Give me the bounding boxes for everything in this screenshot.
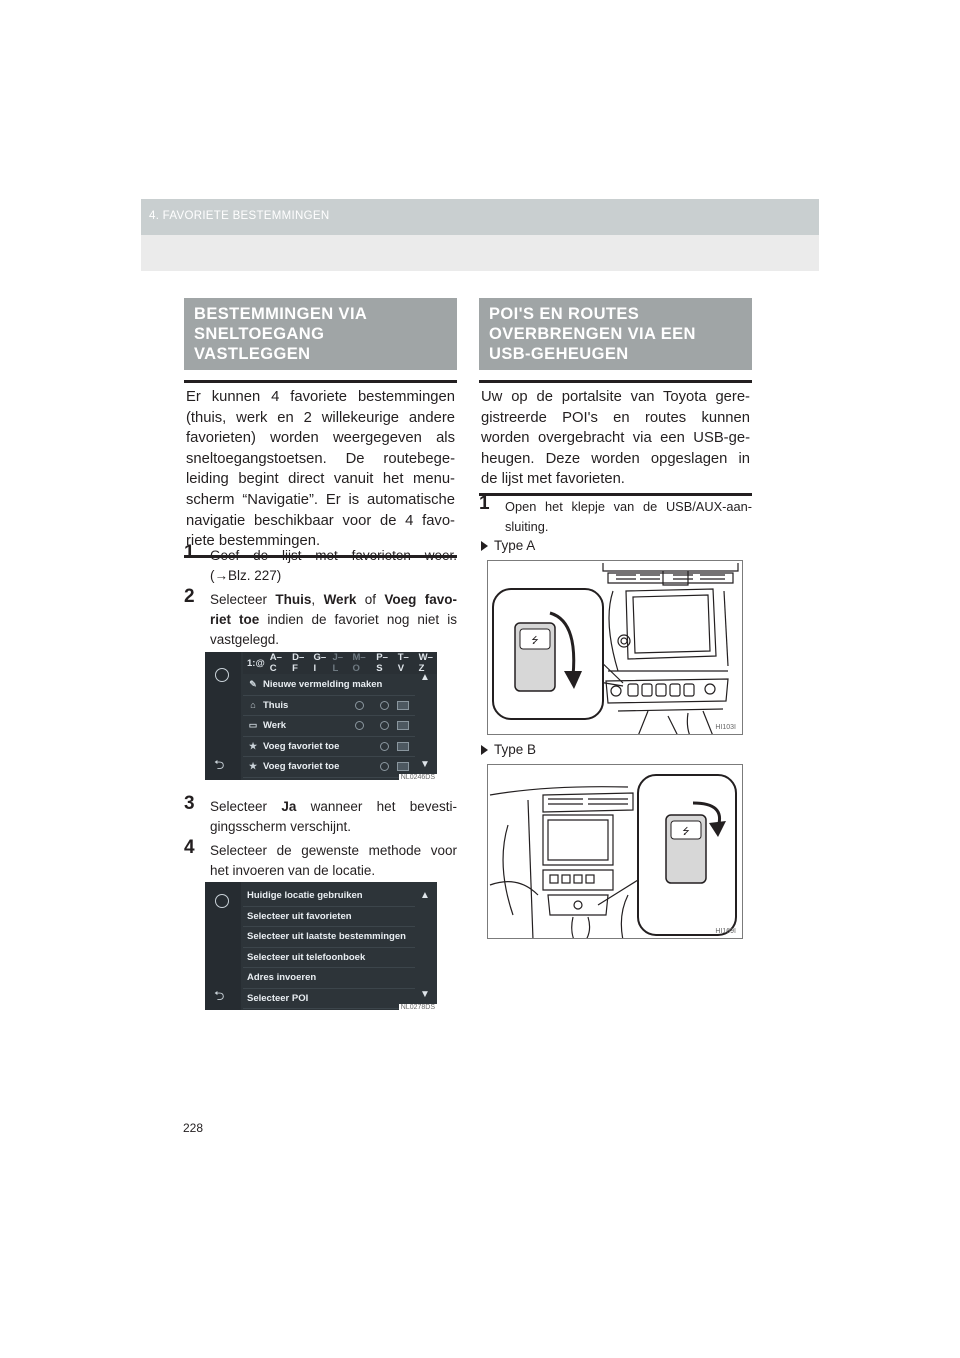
page-number: 228	[183, 1121, 204, 1135]
type-b-label	[481, 740, 536, 760]
intro-box-shortcut	[184, 380, 457, 558]
screen-sidebar	[205, 882, 241, 1010]
dot-icon	[380, 762, 389, 771]
star-icon: ★	[248, 740, 258, 751]
step-text: sluiting.	[505, 519, 549, 534]
list-item	[243, 989, 415, 1010]
list-item-label: Huidige locatie gebruiken	[247, 890, 363, 902]
usb-figure-type-a	[487, 560, 743, 735]
mail-icon	[397, 742, 409, 751]
intro-line: Uw op de portalsite van Toyota gere-	[481, 389, 750, 405]
back-arrow-icon: ⮌	[214, 757, 225, 772]
scroll-arrows	[419, 890, 431, 1000]
step-text: Selecteer de gewenste methode voor	[210, 843, 457, 858]
scroll-up-icon: ▲	[420, 672, 430, 683]
option-werk: Werk	[323, 592, 357, 607]
alpha-tab: D–F	[292, 652, 305, 674]
heading-line: VASTLEGGEN	[194, 345, 311, 363]
list-item-label: Selecteer uit telefoonboek	[247, 951, 366, 963]
dashboard-illustration-b	[488, 765, 743, 939]
intro-box-usb	[479, 380, 752, 496]
step-text: indien de favoriet nog niet is	[259, 612, 457, 627]
heading-line: POI'S EN ROUTES	[489, 305, 640, 323]
list-item	[243, 907, 415, 928]
intro-line: heugen. Deze worden opgeslagen in	[481, 450, 750, 467]
type-a-label	[481, 536, 535, 556]
option-voeg: Voeg favo-	[384, 592, 457, 607]
figure-code: NL0278DS	[400, 1004, 435, 1010]
chapter-title: 4. FAVORIETE BESTEMMINGEN	[149, 210, 330, 222]
alpha-tab: 1:@	[247, 657, 265, 669]
triangle-bullet-icon	[481, 541, 488, 551]
dot-icon	[380, 701, 389, 710]
list-item	[243, 886, 415, 907]
back-arrow-icon: ⮌	[214, 988, 225, 1003]
step-2-left	[184, 586, 457, 650]
step-1-left	[184, 542, 457, 586]
scroll-up-icon: ▲	[420, 890, 430, 901]
list-item-label: Voeg favoriet toe	[263, 761, 340, 773]
step-text: of	[356, 592, 385, 607]
option-ja: Ja	[281, 799, 297, 814]
list-item-label: Nieuwe vermelding maken	[263, 679, 383, 691]
mail-icon	[397, 701, 409, 710]
step-text: Selecteer	[210, 592, 276, 607]
intro-line: Er kunnen 4 favoriete bestemmingen	[186, 389, 455, 405]
step-text: het invoeren van de locatie.	[210, 863, 376, 878]
list-item-label: Werk	[263, 720, 287, 732]
option-thuis: Thuis	[275, 592, 312, 607]
step-number: 1	[184, 542, 195, 563]
option-voeg-cont: riet toe	[210, 612, 260, 627]
intro-line: scherm “Navigatie”. Er is automatische	[186, 491, 455, 508]
section-heading-shortcut	[184, 298, 457, 370]
svg-text:⭍: ⭍	[682, 827, 690, 837]
intro-line: de lijst met favorieten.	[481, 471, 625, 488]
list-item	[243, 927, 415, 948]
list-item	[243, 716, 415, 737]
usb-figure-type-b	[487, 764, 743, 939]
mail-icon	[397, 721, 409, 730]
step-number: 4	[184, 837, 195, 858]
list-item-label: Selecteer POI	[247, 992, 309, 1004]
type-label: Type A	[494, 538, 536, 553]
type-label: Type B	[494, 742, 537, 757]
alpha-tab: T–V	[397, 652, 409, 674]
step-text: vastgelegd.	[210, 632, 280, 647]
step-number: 1	[479, 493, 490, 514]
heading-line: USB-GEHEUGEN	[489, 345, 629, 363]
heading-line: BESTEMMINGEN VIA	[194, 305, 368, 323]
nav-circle-icon	[215, 894, 229, 908]
figure-code: HI169I	[715, 928, 736, 935]
alpha-tab: M–O	[352, 652, 366, 674]
step-text: (→Blz. 227)	[210, 568, 282, 583]
step-text: Geef de lijst met favorieten weer.	[210, 548, 457, 563]
step-number: 3	[184, 793, 195, 814]
list-item	[243, 696, 415, 717]
chapter-header	[141, 199, 819, 271]
list-item	[243, 757, 415, 778]
dot-icon	[355, 721, 364, 730]
alpha-tab: W–Z	[418, 652, 433, 674]
scroll-down-icon: ▼	[420, 759, 430, 770]
heading-line: SNELTOEGANG	[194, 325, 325, 343]
dot-icon	[380, 721, 389, 730]
list-item	[243, 737, 415, 758]
figure-code: HI103I	[715, 724, 736, 731]
favorites-list-screen	[205, 652, 437, 780]
step-text: gingsscherm verschijnt.	[210, 819, 352, 834]
step-text: ,	[311, 592, 324, 607]
svg-text:⭍: ⭍	[531, 636, 539, 646]
heading-line: OVERBRENGEN VIA EEN	[489, 325, 696, 343]
dot-icon	[380, 742, 389, 751]
list-item-label: Voeg favoriet toe	[263, 740, 340, 752]
alpha-tab: A–C	[269, 652, 282, 674]
section-heading-usb	[479, 298, 752, 370]
nav-circle-icon	[215, 668, 229, 682]
favorites-list	[243, 675, 415, 778]
dashboard-illustration-a	[488, 561, 743, 735]
pencil-icon: ✎	[249, 679, 257, 690]
dot-icon	[355, 701, 364, 710]
list-item	[243, 968, 415, 989]
list-item	[243, 948, 415, 969]
scroll-arrows	[419, 672, 431, 770]
intro-line: (thuis, werk en 2 willekeurige andere	[186, 409, 455, 426]
star-icon: ★	[248, 761, 258, 772]
step-3-left	[184, 793, 457, 837]
location-method-screen	[205, 882, 437, 1010]
triangle-bullet-icon	[481, 745, 488, 755]
intro-line: navigatie beschikbaar voor de 4 favo-	[186, 512, 455, 529]
scroll-down-icon: ▼	[420, 989, 430, 1000]
location-method-list	[243, 886, 415, 1009]
figure-code: NL0246DS	[400, 774, 435, 780]
intro-line: gistreerde POI's en routes kunnen	[481, 409, 750, 426]
alphabet-tabs	[243, 652, 437, 674]
alpha-tab: J–L	[332, 652, 344, 674]
briefcase-icon: ▭	[248, 720, 258, 731]
intro-line: riete bestemmingen.	[186, 533, 321, 550]
step-text: wanneer het bevesti-	[296, 799, 457, 814]
list-item-label: Selecteer uit favorieten	[247, 910, 352, 922]
step-number: 2	[184, 586, 195, 607]
step-1-right	[479, 493, 752, 537]
home-icon: ⌂	[250, 700, 256, 711]
intro-line: worden overgebracht via een USB-ge-	[481, 430, 750, 447]
step-4-left	[184, 837, 457, 881]
step-text: Open het klepje van de USB/AUX-aan-	[505, 499, 752, 514]
intro-line: sneltoegangstoetsen. De routebege-	[186, 450, 455, 467]
intro-line: favorieten) worden weergegeven als	[186, 430, 455, 447]
alpha-tab: G–I	[313, 652, 327, 674]
list-item-label: Selecteer uit laatste bestemmingen	[247, 931, 406, 943]
screen-sidebar	[205, 652, 241, 780]
alpha-tab: P–S	[376, 652, 388, 674]
step-text: Selecteer	[210, 799, 282, 814]
intro-line: leiding begint direct vanuit het menu-	[186, 471, 455, 488]
mail-icon	[397, 762, 409, 771]
list-item	[243, 675, 415, 696]
list-item-label: Thuis	[263, 699, 289, 711]
list-item-label: Adres invoeren	[247, 972, 317, 984]
